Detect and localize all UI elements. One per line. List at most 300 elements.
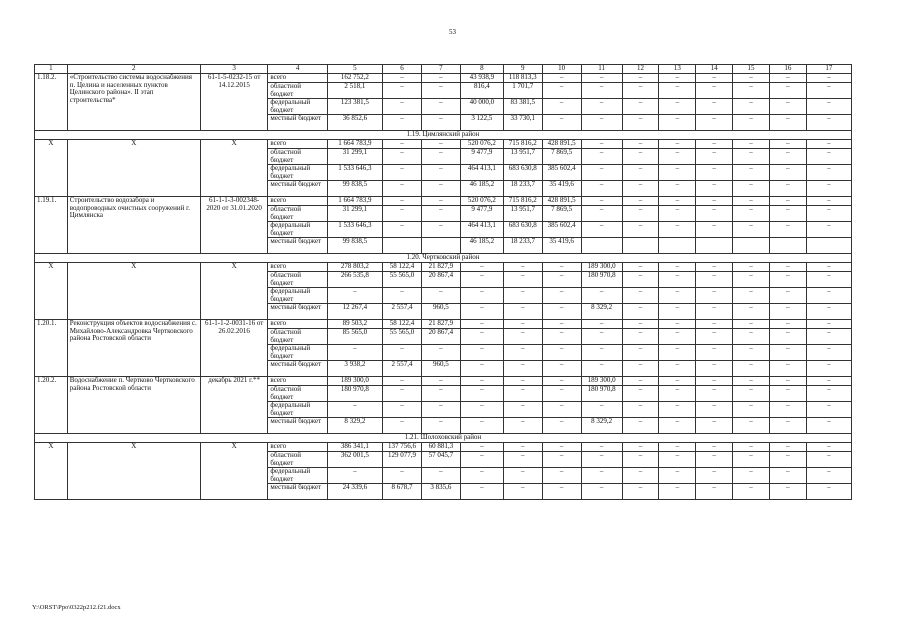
amount-cell: – <box>659 484 696 500</box>
amount-cell: – <box>733 402 770 418</box>
amount-cell <box>696 238 733 254</box>
funding-source: областной бюджет <box>268 386 327 402</box>
funding-source: федеральный бюджет <box>268 345 327 361</box>
document-ref: декабрь 2021 г.** <box>200 377 268 434</box>
amount-cell: – <box>622 345 659 361</box>
amount-cell: – <box>383 83 422 99</box>
amount-cell: – <box>659 377 696 386</box>
column-number: 11 <box>581 65 622 74</box>
amount-cell: – <box>696 402 733 418</box>
amount-cell <box>806 238 851 254</box>
amount-cell: – <box>659 468 696 484</box>
amount-cell: – <box>806 418 851 434</box>
amount-cell: – <box>542 386 581 402</box>
amount-cell: – <box>806 288 851 304</box>
amount-cell: 180 970,8 <box>327 386 382 402</box>
row-id: 1.20.1. <box>35 320 68 377</box>
amount-cell: 1 664 783,9 <box>327 140 382 149</box>
amount-cell: – <box>733 418 770 434</box>
amount-cell: 9 477,9 <box>460 149 503 165</box>
amount-cell: 20 867,4 <box>421 272 460 288</box>
object-name: Водоснабжение п. Чертково Чертковского района Ростовской области <box>67 377 200 434</box>
amount-cell: – <box>460 361 503 377</box>
amount-cell: – <box>806 377 851 386</box>
amount-cell: – <box>806 443 851 452</box>
amount-cell: – <box>383 418 422 434</box>
amount-cell: – <box>806 329 851 345</box>
amount-cell: 35 419,6 <box>542 181 581 197</box>
amount-cell: – <box>733 263 770 272</box>
amount-cell: – <box>622 115 659 131</box>
column-number: 16 <box>769 65 806 74</box>
amount-cell: – <box>542 418 581 434</box>
amount-cell: – <box>806 74 851 83</box>
amount-cell: – <box>806 272 851 288</box>
amount-cell: 180 970,8 <box>581 272 622 288</box>
amount-cell: – <box>581 402 622 418</box>
amount-cell: – <box>696 149 733 165</box>
column-number: 5 <box>327 65 382 74</box>
amount-cell: – <box>503 484 542 500</box>
document-ref: 61-1-1-3-002348-2020 от 31.01.2020 <box>200 197 268 254</box>
amount-cell: 3 122,5 <box>460 115 503 131</box>
amount-cell: – <box>659 83 696 99</box>
amount-cell: – <box>503 345 542 361</box>
amount-cell: – <box>581 222 622 238</box>
amount-cell: – <box>542 83 581 99</box>
table-row <box>35 320 852 329</box>
column-number-row <box>35 65 852 74</box>
amount-cell: – <box>806 222 851 238</box>
amount-cell: – <box>622 263 659 272</box>
amount-cell: – <box>622 320 659 329</box>
column-number: 6 <box>383 65 422 74</box>
column-number: 2 <box>67 65 200 74</box>
amount-cell: 189 300,0 <box>327 377 382 386</box>
amount-cell: – <box>383 74 422 83</box>
amount-cell: – <box>733 197 770 206</box>
column-number: 3 <box>200 65 268 74</box>
amount-cell: – <box>806 263 851 272</box>
table-row <box>35 443 852 452</box>
funding-source: областной бюджет <box>268 272 327 288</box>
table-row <box>35 197 852 206</box>
amount-cell: – <box>806 149 851 165</box>
amount-cell: 520 076,2 <box>460 197 503 206</box>
amount-cell <box>622 238 659 254</box>
document-ref: Х <box>200 140 268 197</box>
amount-cell: – <box>659 418 696 434</box>
amount-cell: – <box>383 386 422 402</box>
amount-cell: – <box>421 206 460 222</box>
amount-cell: – <box>581 452 622 468</box>
amount-cell: – <box>733 222 770 238</box>
amount-cell: – <box>421 222 460 238</box>
amount-cell: – <box>503 402 542 418</box>
amount-cell: 520 076,2 <box>460 140 503 149</box>
amount-cell: – <box>806 197 851 206</box>
amount-cell: – <box>421 197 460 206</box>
amount-cell: – <box>696 197 733 206</box>
amount-cell: – <box>460 288 503 304</box>
row-id: 1.19.1. <box>35 197 68 254</box>
amount-cell: 99 838,5 <box>327 238 382 254</box>
amount-cell: – <box>460 304 503 320</box>
amount-cell: – <box>581 165 622 181</box>
amount-cell: – <box>622 206 659 222</box>
amount-cell: – <box>383 181 422 197</box>
funding-source: всего <box>268 320 327 329</box>
amount-cell <box>769 238 806 254</box>
amount-cell: – <box>769 288 806 304</box>
amount-cell: 386 341,1 <box>327 443 382 452</box>
amount-cell: – <box>696 345 733 361</box>
amount-cell: – <box>733 452 770 468</box>
amount-cell: – <box>696 206 733 222</box>
amount-cell: – <box>460 263 503 272</box>
funding-source: областной бюджет <box>268 329 327 345</box>
amount-cell: – <box>542 484 581 500</box>
amount-cell: 123 381,5 <box>327 99 382 115</box>
row-id: 1.20.2. <box>35 377 68 434</box>
funding-source: местный бюджет <box>268 238 327 254</box>
amount-cell: – <box>806 115 851 131</box>
section-title: 1.21. Шолоховский район <box>35 434 852 443</box>
amount-cell: – <box>581 83 622 99</box>
amount-cell: – <box>503 377 542 386</box>
amount-cell: – <box>769 272 806 288</box>
object-name: «Строительство системы водоснабжения п. Целина и населенных пунктов Целинского района». II этап строительства* <box>67 74 200 131</box>
amount-cell: – <box>769 320 806 329</box>
amount-cell: – <box>806 361 851 377</box>
amount-cell: – <box>659 272 696 288</box>
section-row <box>35 434 852 443</box>
column-number: 1 <box>35 65 68 74</box>
amount-cell: – <box>769 377 806 386</box>
amount-cell: 266 535,8 <box>327 272 382 288</box>
amount-cell: – <box>769 181 806 197</box>
column-number: 4 <box>268 65 327 74</box>
amount-cell: – <box>581 115 622 131</box>
amount-cell: – <box>542 99 581 115</box>
amount-cell <box>733 238 770 254</box>
amount-cell: – <box>542 74 581 83</box>
amount-cell: 40 000,0 <box>460 99 503 115</box>
amount-cell: – <box>733 386 770 402</box>
amount-cell: – <box>581 468 622 484</box>
funding-source: областной бюджет <box>268 452 327 468</box>
amount-cell: – <box>733 320 770 329</box>
amount-cell: 683 630,8 <box>503 165 542 181</box>
funding-source: всего <box>268 197 327 206</box>
amount-cell: – <box>622 83 659 99</box>
amount-cell: – <box>421 115 460 131</box>
object-name: Реконструкция объектов водоснабжения с. Михайлово-Александровка Чертковского района Ростовской области <box>67 320 200 377</box>
amount-cell: 1 533 646,3 <box>327 165 382 181</box>
amount-cell: – <box>622 272 659 288</box>
amount-cell: – <box>659 263 696 272</box>
amount-cell: 162 752,2 <box>327 74 382 83</box>
amount-cell: – <box>622 468 659 484</box>
amount-cell: 2 557,4 <box>383 304 422 320</box>
object-name: Х <box>67 263 200 320</box>
section-row <box>35 131 852 140</box>
amount-cell: 58 122,4 <box>383 263 422 272</box>
amount-cell: – <box>542 443 581 452</box>
amount-cell: – <box>542 115 581 131</box>
amount-cell: – <box>696 288 733 304</box>
amount-cell: 60 881,3 <box>421 443 460 452</box>
amount-cell: 43 938,9 <box>460 74 503 83</box>
amount-cell: – <box>806 181 851 197</box>
amount-cell: – <box>622 140 659 149</box>
amount-cell: – <box>503 452 542 468</box>
amount-cell: – <box>622 99 659 115</box>
amount-cell: – <box>733 140 770 149</box>
amount-cell: 85 565,0 <box>327 329 382 345</box>
amount-cell: 46 185,2 <box>460 181 503 197</box>
amount-cell: – <box>696 272 733 288</box>
amount-cell: – <box>622 452 659 468</box>
amount-cell: – <box>581 288 622 304</box>
amount-cell: – <box>383 99 422 115</box>
amount-cell: – <box>421 83 460 99</box>
funding-source: всего <box>268 263 327 272</box>
amount-cell: – <box>806 320 851 329</box>
amount-cell: – <box>581 320 622 329</box>
amount-cell: – <box>659 197 696 206</box>
amount-cell: – <box>769 83 806 99</box>
amount-cell: – <box>769 304 806 320</box>
funding-source: федеральный бюджет <box>268 288 327 304</box>
amount-cell: – <box>542 320 581 329</box>
row-id: Х <box>35 443 68 500</box>
column-number: 7 <box>421 65 460 74</box>
amount-cell: – <box>542 361 581 377</box>
amount-cell: – <box>622 74 659 83</box>
amount-cell: – <box>733 361 770 377</box>
funding-source: местный бюджет <box>268 181 327 197</box>
amount-cell: – <box>659 452 696 468</box>
amount-cell: – <box>383 149 422 165</box>
amount-cell: – <box>769 361 806 377</box>
amount-cell: – <box>769 263 806 272</box>
amount-cell: 20 867,4 <box>421 329 460 345</box>
amount-cell: 1 664 783,9 <box>327 197 382 206</box>
amount-cell: – <box>421 418 460 434</box>
amount-cell: – <box>503 272 542 288</box>
amount-cell: – <box>622 386 659 402</box>
amount-cell: 35 419,6 <box>542 238 581 254</box>
amount-cell: 21 827,9 <box>421 320 460 329</box>
amount-cell: – <box>542 402 581 418</box>
funding-source: местный бюджет <box>268 484 327 500</box>
amount-cell: 18 233,7 <box>503 238 542 254</box>
amount-cell: – <box>581 206 622 222</box>
amount-cell: 7 869,5 <box>542 149 581 165</box>
amount-cell: – <box>733 484 770 500</box>
amount-cell: – <box>733 443 770 452</box>
amount-cell: – <box>383 222 422 238</box>
amount-cell: – <box>769 386 806 402</box>
amount-cell: 55 565,0 <box>383 272 422 288</box>
amount-cell: – <box>769 197 806 206</box>
amount-cell: 12 267,4 <box>327 304 382 320</box>
row-id: 1.18.2. <box>35 74 68 131</box>
funding-source: областной бюджет <box>268 206 327 222</box>
funding-source: федеральный бюджет <box>268 468 327 484</box>
amount-cell: – <box>696 386 733 402</box>
amount-cell: – <box>460 272 503 288</box>
amount-cell: – <box>503 361 542 377</box>
amount-cell: – <box>542 329 581 345</box>
amount-cell: – <box>503 320 542 329</box>
amount-cell: – <box>542 263 581 272</box>
amount-cell: – <box>806 83 851 99</box>
amount-cell: – <box>696 361 733 377</box>
amount-cell: – <box>460 345 503 361</box>
amount-cell: – <box>460 329 503 345</box>
amount-cell: – <box>659 288 696 304</box>
section-title: 1.19. Цимлянский район <box>35 131 852 140</box>
amount-cell: 24 339,6 <box>327 484 382 500</box>
funding-source: местный бюджет <box>268 304 327 320</box>
amount-cell: – <box>769 443 806 452</box>
column-number: 14 <box>696 65 733 74</box>
amount-cell: 278 803,2 <box>327 263 382 272</box>
amount-cell: – <box>769 140 806 149</box>
table-row <box>35 140 852 149</box>
amount-cell: – <box>696 320 733 329</box>
amount-cell: – <box>659 99 696 115</box>
amount-cell: – <box>421 181 460 197</box>
amount-cell: – <box>503 329 542 345</box>
amount-cell: – <box>733 468 770 484</box>
amount-cell: – <box>581 361 622 377</box>
amount-cell: – <box>659 329 696 345</box>
amount-cell: – <box>421 468 460 484</box>
amount-cell: – <box>383 206 422 222</box>
row-id: Х <box>35 263 68 320</box>
amount-cell: 428 891,5 <box>542 197 581 206</box>
amount-cell: – <box>696 83 733 99</box>
amount-cell: 683 630,8 <box>503 222 542 238</box>
amount-cell: – <box>769 402 806 418</box>
amount-cell: – <box>460 402 503 418</box>
amount-cell: 36 852,6 <box>327 115 382 131</box>
amount-cell: – <box>503 468 542 484</box>
amount-cell: 715 816,2 <box>503 197 542 206</box>
amount-cell: 46 185,2 <box>460 238 503 254</box>
amount-cell: – <box>696 99 733 115</box>
amount-cell: – <box>460 418 503 434</box>
amount-cell: – <box>696 74 733 83</box>
amount-cell: – <box>383 345 422 361</box>
amount-cell: – <box>659 345 696 361</box>
amount-cell: 464 413,1 <box>460 222 503 238</box>
amount-cell: – <box>806 386 851 402</box>
amount-cell: – <box>769 74 806 83</box>
funding-source: местный бюджет <box>268 115 327 131</box>
object-name: Х <box>67 140 200 197</box>
amount-cell <box>581 238 622 254</box>
amount-cell: 89 503,2 <box>327 320 382 329</box>
amount-cell: – <box>581 329 622 345</box>
amount-cell: – <box>696 452 733 468</box>
amount-cell: – <box>383 165 422 181</box>
amount-cell: – <box>421 74 460 83</box>
amount-cell: – <box>769 99 806 115</box>
amount-cell: – <box>421 165 460 181</box>
amount-cell: 13 951,7 <box>503 149 542 165</box>
amount-cell: – <box>622 329 659 345</box>
amount-cell: – <box>696 181 733 197</box>
amount-cell: – <box>696 418 733 434</box>
amount-cell: 31 299,1 <box>327 206 382 222</box>
amount-cell: – <box>659 361 696 377</box>
amount-cell: – <box>696 115 733 131</box>
amount-cell: – <box>806 304 851 320</box>
funding-source: всего <box>268 443 327 452</box>
amount-cell: – <box>733 74 770 83</box>
amount-cell: – <box>581 74 622 83</box>
amount-cell: – <box>421 140 460 149</box>
amount-cell: 8 329,2 <box>327 418 382 434</box>
amount-cell: – <box>769 329 806 345</box>
amount-cell: – <box>460 484 503 500</box>
object-name: Строительство водозабора и водопроводных очистных сооружений г. Цимлянска <box>67 197 200 254</box>
document-ref: Х <box>200 443 268 500</box>
amount-cell: 2 557,4 <box>383 361 422 377</box>
amount-cell: – <box>806 165 851 181</box>
amount-cell: – <box>421 149 460 165</box>
table-row <box>35 377 852 386</box>
amount-cell: – <box>622 181 659 197</box>
footer-path: Y:\ORST\Ppo\0322p212.f21.docx <box>32 604 121 611</box>
amount-cell: – <box>769 165 806 181</box>
funding-source: федеральный бюджет <box>268 99 327 115</box>
column-number: 15 <box>733 65 770 74</box>
amount-cell: – <box>542 345 581 361</box>
amount-cell: – <box>460 452 503 468</box>
amount-cell: 9 477,9 <box>460 206 503 222</box>
amount-cell: – <box>733 149 770 165</box>
amount-cell: – <box>421 345 460 361</box>
table-row <box>35 74 852 83</box>
amount-cell: – <box>383 402 422 418</box>
funding-source: федеральный бюджет <box>268 165 327 181</box>
amount-cell: – <box>659 165 696 181</box>
amount-cell: 189 300,0 <box>581 377 622 386</box>
amount-cell: – <box>659 206 696 222</box>
amount-cell: – <box>659 402 696 418</box>
amount-cell: – <box>581 443 622 452</box>
column-number: 9 <box>503 65 542 74</box>
amount-cell: – <box>659 320 696 329</box>
row-id: Х <box>35 140 68 197</box>
amount-cell: – <box>327 345 382 361</box>
budget-table <box>34 64 852 500</box>
amount-cell: 31 299,1 <box>327 149 382 165</box>
amount-cell: – <box>769 222 806 238</box>
amount-cell: – <box>542 304 581 320</box>
amount-cell: – <box>696 222 733 238</box>
amount-cell: – <box>460 468 503 484</box>
funding-source: местный бюджет <box>268 361 327 377</box>
amount-cell: 960,5 <box>421 361 460 377</box>
amount-cell: – <box>696 377 733 386</box>
amount-cell: – <box>383 377 422 386</box>
